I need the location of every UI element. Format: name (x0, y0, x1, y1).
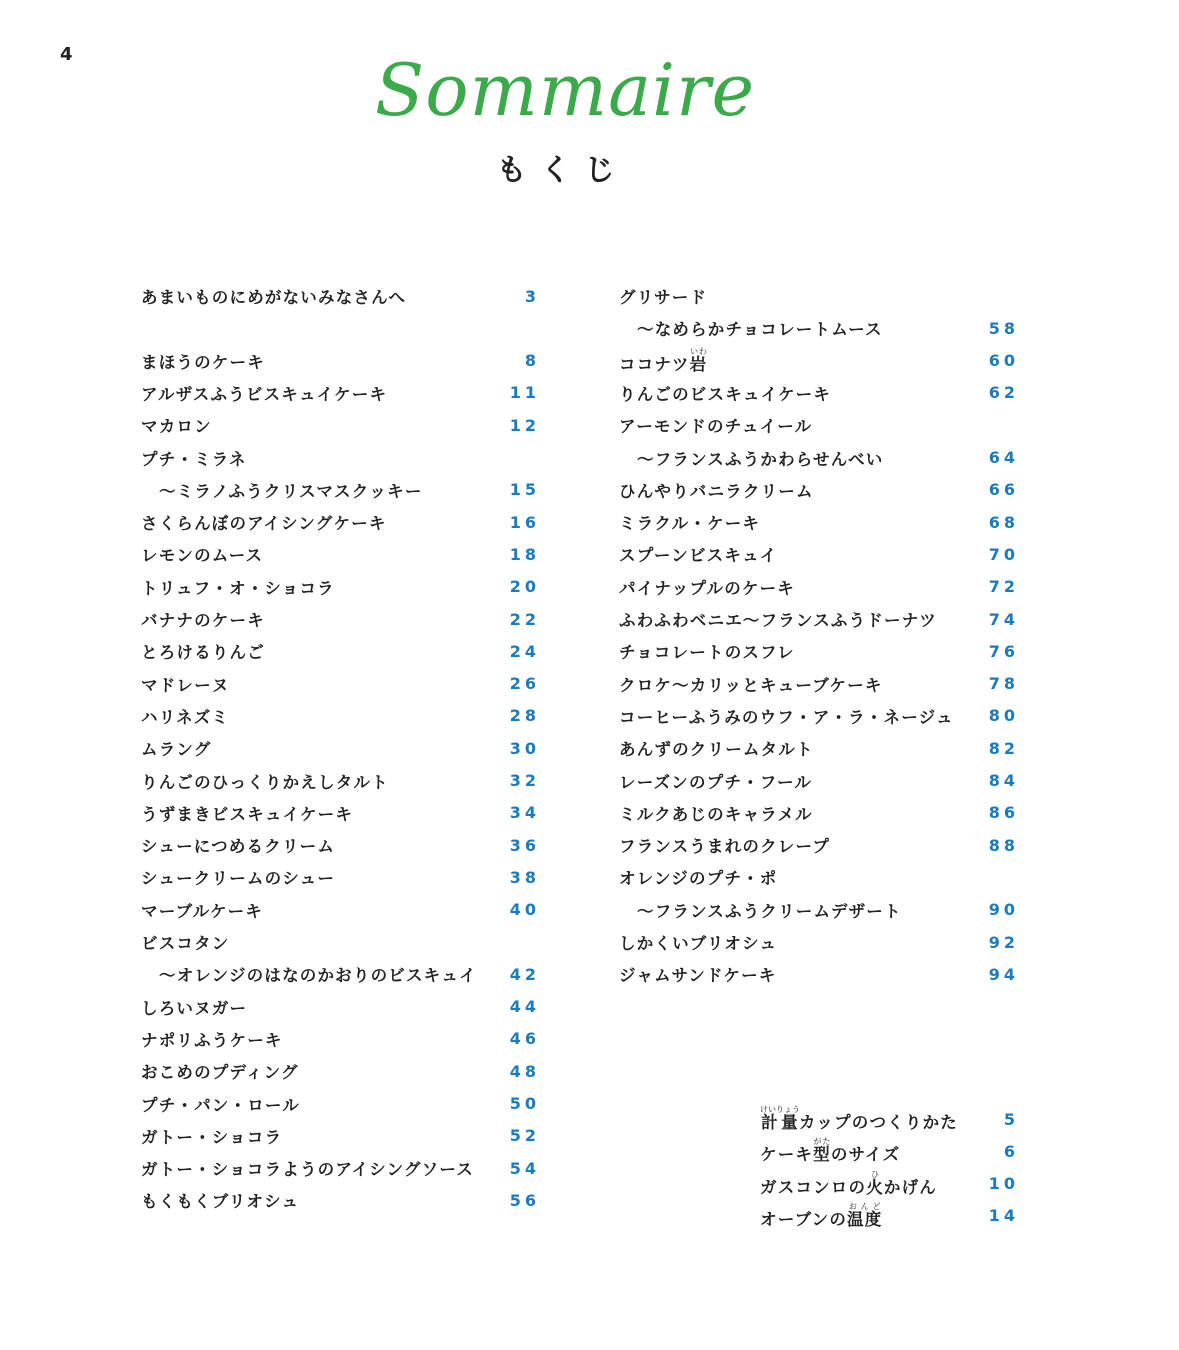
toc-entry-title: スプーンビスキュイ (619, 546, 778, 566)
toc-entry-title: オレンジのプチ・ポ (619, 869, 778, 889)
toc-entry-title: パイナップルのケーキ (619, 578, 796, 598)
toc-entry-title: ジャムサンドケーキ (619, 966, 777, 986)
toc-entry[interactable] (141, 797, 540, 829)
toc-entry[interactable] (141, 345, 540, 377)
toc-entry[interactable] (619, 442, 1019, 474)
toc-entry-title: ガトー・ショコラ (141, 1127, 283, 1147)
toc-page-number: 20 (506, 571, 540, 603)
toc-entry[interactable] (141, 1152, 540, 1184)
toc-entry-title: ミルクあじのキャラメル (619, 804, 813, 824)
toc-entry-title: トリュフ・オ・ショコラ (141, 578, 335, 598)
toc-page-number: 46 (506, 1023, 540, 1055)
toc-page-number: 62 (985, 377, 1019, 409)
toc-entry-title: 計量けいりょうカップのつくりかた (760, 1105, 958, 1132)
toc-page-number: 28 (506, 700, 540, 732)
toc-entry[interactable] (760, 1200, 1019, 1232)
toc-entry[interactable] (141, 1184, 540, 1216)
toc-entry[interactable] (619, 668, 1019, 700)
furigana-word: 火ひ (866, 1169, 884, 1197)
toc-entry-title: ガスコンロの火ひかげん (760, 1169, 938, 1197)
toc-entry-title: シューにつめるクリーム (141, 837, 336, 857)
toc-entry[interactable] (619, 474, 1019, 506)
toc-entry-title: うずまきビスキュイケーキ (141, 804, 354, 824)
toc-page-number: 68 (985, 506, 1019, 538)
toc-entry[interactable] (619, 765, 1019, 797)
toc-entry-title: ムラング (141, 740, 212, 760)
page-title: もくじ (496, 153, 629, 188)
toc-entry-title: アルザスふうビスキュイケーキ (141, 384, 388, 404)
toc-page-number: 34 (506, 797, 540, 829)
toc-entry-title: 〜なめらかチョコレートムース (637, 320, 883, 340)
toc-page-number: 8 (521, 345, 540, 377)
toc-entry-title: マドレーヌ (141, 675, 230, 695)
toc-entry[interactable] (760, 1168, 1019, 1200)
toc-entry[interactable] (141, 958, 540, 990)
furigana-word: 計量けいりょう (760, 1105, 800, 1132)
toc-page-number: 12 (506, 409, 540, 441)
toc-page-number: 94 (985, 958, 1019, 990)
furigana-word: 岩いわ (689, 346, 708, 374)
toc-entry[interactable] (141, 668, 540, 700)
toc-entry[interactable] (141, 571, 540, 603)
toc-page-number: 40 (506, 894, 540, 926)
toc-entry-title: ケーキ型がたのサイズ (760, 1137, 901, 1165)
toc-page-number: 64 (985, 442, 1019, 474)
toc-entry-title: しかくいブリオシュ (619, 934, 778, 953)
toc-page-number: 60 (985, 345, 1019, 377)
toc-page-number: 80 (985, 700, 1019, 732)
toc-entry-title: ハリネズミ (141, 707, 230, 727)
toc-page-number: 18 (506, 538, 540, 570)
toc-entry[interactable] (619, 571, 1019, 603)
toc-page-number: 78 (985, 668, 1019, 700)
toc-page-number: 76 (985, 635, 1019, 667)
toc-page-number: 66 (985, 474, 1019, 506)
toc-entry-title: ガトー・ショコラようのアイシングソース (141, 1160, 474, 1180)
toc-entry[interactable] (619, 280, 1015, 312)
toc-page-number: 72 (985, 571, 1019, 603)
toc-page-number: 5 (1000, 1103, 1019, 1135)
toc-page-number: 38 (506, 861, 540, 893)
toc-entry-title: チョコレートのスフレ (619, 643, 795, 663)
toc-entry[interactable] (619, 732, 1019, 764)
toc-page-number: 24 (506, 635, 540, 667)
toc-entry-title: マカロン (141, 417, 212, 437)
toc-entry[interactable] (141, 538, 540, 570)
toc-page-number: 15 (506, 474, 540, 506)
toc-entry-title: まほうのケーキ (141, 352, 265, 372)
page-number: 4 (60, 44, 73, 65)
toc-entry[interactable] (619, 926, 1019, 958)
toc-entry-title: レーズンのプチ・フール (619, 772, 813, 792)
toc-page-number: 88 (985, 829, 1019, 861)
toc-page-number: 3 (521, 280, 540, 312)
toc-entry[interactable] (141, 280, 540, 312)
sommaire-logo: Sommaire (374, 48, 756, 132)
toc-entry-title: 〜オレンジのはなのかおりのビスキュイ (159, 966, 477, 986)
toc-entry-title: しろいヌガー (141, 998, 248, 1018)
toc-entry-title: バナナのケーキ (141, 611, 265, 630)
toc-entry-title: 〜フランスふうかわらせんべい (637, 449, 884, 469)
toc-page-number: 30 (506, 732, 540, 764)
toc-page-number: 10 (985, 1168, 1019, 1200)
toc-entry[interactable] (141, 506, 540, 538)
toc-entry-title: レモンのムース (141, 546, 264, 566)
toc-entry[interactable] (619, 958, 1019, 990)
toc-entry-title: おこめのプディング (141, 1063, 299, 1083)
toc-page-number: 11 (506, 377, 540, 409)
toc-entry[interactable] (141, 991, 540, 1023)
toc-entry[interactable] (619, 861, 1015, 893)
toc-entry-title: フランスうまれのクレープ (619, 837, 831, 857)
toc-entry-title: ナポリふうケーキ (141, 1030, 283, 1050)
toc-entry[interactable] (619, 700, 1019, 732)
toc-entry-title: ふわふわベニエ〜フランスふうドーナツ (619, 611, 937, 630)
furigana-word: 温度おんど (847, 1201, 883, 1229)
toc-entry-title: マーブルケーキ (141, 901, 264, 921)
toc-entry-title: プチ・パン・ロール (141, 1095, 300, 1115)
toc-entry-title: ビスコタン (141, 934, 230, 953)
toc-entry-title: グリサード (619, 288, 708, 307)
toc-page-number: 50 (506, 1088, 540, 1120)
toc-entry[interactable] (141, 732, 540, 764)
toc-entry[interactable] (619, 345, 1019, 377)
toc-entry[interactable] (141, 829, 540, 861)
toc-entry-title: りんごのひっくりかえしタルト (141, 772, 389, 792)
toc-entry[interactable] (619, 797, 1019, 829)
toc-page-number: 22 (506, 603, 540, 635)
toc-entry[interactable] (141, 442, 536, 474)
toc-entry[interactable] (141, 1023, 540, 1055)
toc-entry-title: ひんやりバニラクリーム (619, 481, 814, 501)
toc-page-number: 54 (506, 1152, 540, 1184)
toc-entry[interactable] (141, 765, 540, 797)
toc-page-number: 70 (985, 538, 1019, 570)
toc-entry[interactable] (619, 603, 1019, 635)
toc-entry-title: さくらんぼのアイシングケーキ (141, 514, 387, 534)
toc-entry-title: 〜フランスふうクリームデザート (637, 901, 902, 921)
toc-entry[interactable] (141, 409, 540, 441)
toc-entry[interactable] (141, 894, 540, 926)
toc-entry-title: ココナツ岩いわ (619, 346, 708, 374)
toc-entry-title: あんずのクリームタルト (619, 740, 814, 760)
toc-entry[interactable] (141, 474, 540, 506)
toc-page-number: 44 (506, 991, 540, 1023)
toc-entry[interactable] (141, 700, 540, 732)
toc-entry[interactable] (141, 1120, 540, 1152)
toc-page-number: 16 (506, 506, 540, 538)
toc-page-number: 48 (506, 1055, 540, 1087)
toc-entry-title: プチ・ミラネ (141, 449, 247, 469)
furigana-word: 型がた (813, 1137, 831, 1165)
toc-entry[interactable] (141, 635, 540, 667)
toc-page-number: 58 (985, 312, 1019, 344)
toc-entry[interactable] (141, 861, 540, 893)
toc-entry-title: りんごのビスキュイケーキ (619, 384, 832, 404)
toc-entry[interactable] (760, 1135, 1019, 1167)
toc-page-number: 56 (506, 1184, 540, 1216)
toc-page-number: 32 (506, 765, 540, 797)
toc-entry[interactable] (619, 506, 1019, 538)
toc-entry[interactable] (619, 538, 1019, 570)
toc-page-number: 74 (985, 603, 1019, 635)
toc-entry[interactable] (619, 312, 1019, 344)
toc-entry[interactable] (141, 603, 540, 635)
toc-entry[interactable] (141, 377, 540, 409)
toc-page-number: 6 (1000, 1135, 1019, 1167)
toc-entry[interactable] (619, 635, 1019, 667)
toc-entry-title: とろけるりんご (141, 643, 265, 663)
toc-entry-title: あまいものにめがないみなさんへ (141, 288, 407, 307)
toc-entry-title: シュークリームのシュー (141, 869, 336, 889)
toc-page-number: 92 (985, 926, 1019, 958)
toc-entry[interactable] (141, 1055, 540, 1087)
toc-entry[interactable] (141, 926, 536, 958)
toc-entry[interactable] (619, 409, 1015, 441)
toc-page-number: 26 (506, 668, 540, 700)
toc-entry[interactable] (619, 829, 1019, 861)
toc-entry-title: アーモンドのチュイール (619, 417, 813, 437)
toc-page-number: 86 (985, 797, 1019, 829)
toc-page-number: 82 (985, 732, 1019, 764)
toc-entry-title: オーブンの温度おんど (760, 1201, 883, 1229)
toc-page-number: 84 (985, 765, 1019, 797)
toc-page-number: 52 (506, 1120, 540, 1152)
toc-page-number: 42 (506, 958, 540, 990)
toc-entry-title: クロケ〜カリッとキューブケーキ (619, 675, 883, 695)
toc-page-number: 90 (985, 894, 1019, 926)
toc-entry[interactable] (141, 1088, 540, 1120)
toc-page-number: 14 (985, 1200, 1019, 1232)
toc-entry[interactable] (760, 1103, 1019, 1135)
toc-entry-title: 〜ミラノふうクリスマスクッキー (159, 481, 423, 501)
toc-entry-title: コーヒーふうみのウフ・ア・ラ・ネージュ (619, 707, 954, 727)
toc-entry[interactable] (619, 377, 1019, 409)
toc-page-number: 36 (506, 829, 540, 861)
toc-entry-title: もくもくブリオシュ (141, 1192, 300, 1212)
toc-entry[interactable] (619, 894, 1019, 926)
toc-entry-title: ミラクル・ケーキ (619, 514, 761, 534)
